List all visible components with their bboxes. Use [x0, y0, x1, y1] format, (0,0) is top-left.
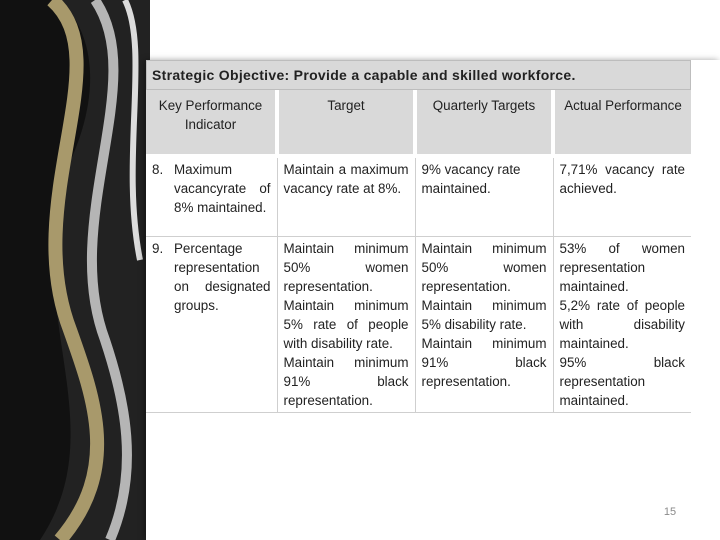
- quarterly-text: Maintain minimum 91% black representation.: [421, 336, 547, 389]
- header-actual-performance: Actual Performance: [553, 90, 691, 156]
- page-number: 15: [663, 506, 677, 518]
- header-target: Target: [277, 90, 415, 156]
- target-cell: [277, 237, 415, 413]
- kpi-cell: [146, 156, 277, 237]
- actual-text: 5,2% rate of people with disability maintained.: [559, 298, 685, 351]
- header-kpi: Key Performance Indicator: [146, 90, 277, 156]
- actual-text: 7,71% vacancy rate achieved.: [559, 162, 685, 196]
- decorative-swoosh-background: [0, 0, 150, 540]
- quarterly-cell: [415, 237, 553, 413]
- strategic-objective-title: Strategic Objective: Provide a capable and skilled workforce.: [146, 60, 691, 90]
- target-text: Maintain minimum 91% black representation.: [283, 355, 409, 408]
- quarterly-text: 9% vacancy rate maintained.: [421, 162, 521, 196]
- target-text: Maintain a maximum vacancy rate at 8%.: [283, 162, 409, 196]
- table-header-row: [146, 90, 691, 156]
- kpi-description: Maximum vacancyrate of 8% maintained.: [174, 162, 271, 215]
- actual-text: 53% of women representation maintained.: [559, 241, 685, 294]
- target-text: Maintain minimum 5% rate of people with disability rate.: [283, 298, 409, 351]
- actual-cell: [553, 156, 691, 237]
- table-row: [146, 237, 691, 413]
- quarterly-text: Maintain minimum 50% women representation.: [421, 241, 547, 294]
- kpi-number: 8.: [152, 162, 164, 177]
- quarterly-text: Maintain minimum 5% disability rate.: [421, 298, 547, 332]
- kpi-table: [146, 90, 691, 413]
- target-text: Maintain minimum 50% women representation.: [283, 241, 409, 294]
- table-row: [146, 156, 691, 237]
- actual-cell: [553, 237, 691, 413]
- header-quarterly-targets: Quarterly Targets: [415, 90, 553, 156]
- actual-text: 95% black representation maintained.: [559, 355, 685, 408]
- kpi-description: Percentage representation on designated groups.: [174, 241, 271, 313]
- quarterly-cell: [415, 156, 553, 237]
- kpi-number: 9.: [152, 241, 164, 256]
- kpi-cell: [146, 237, 277, 413]
- target-cell: [277, 156, 415, 237]
